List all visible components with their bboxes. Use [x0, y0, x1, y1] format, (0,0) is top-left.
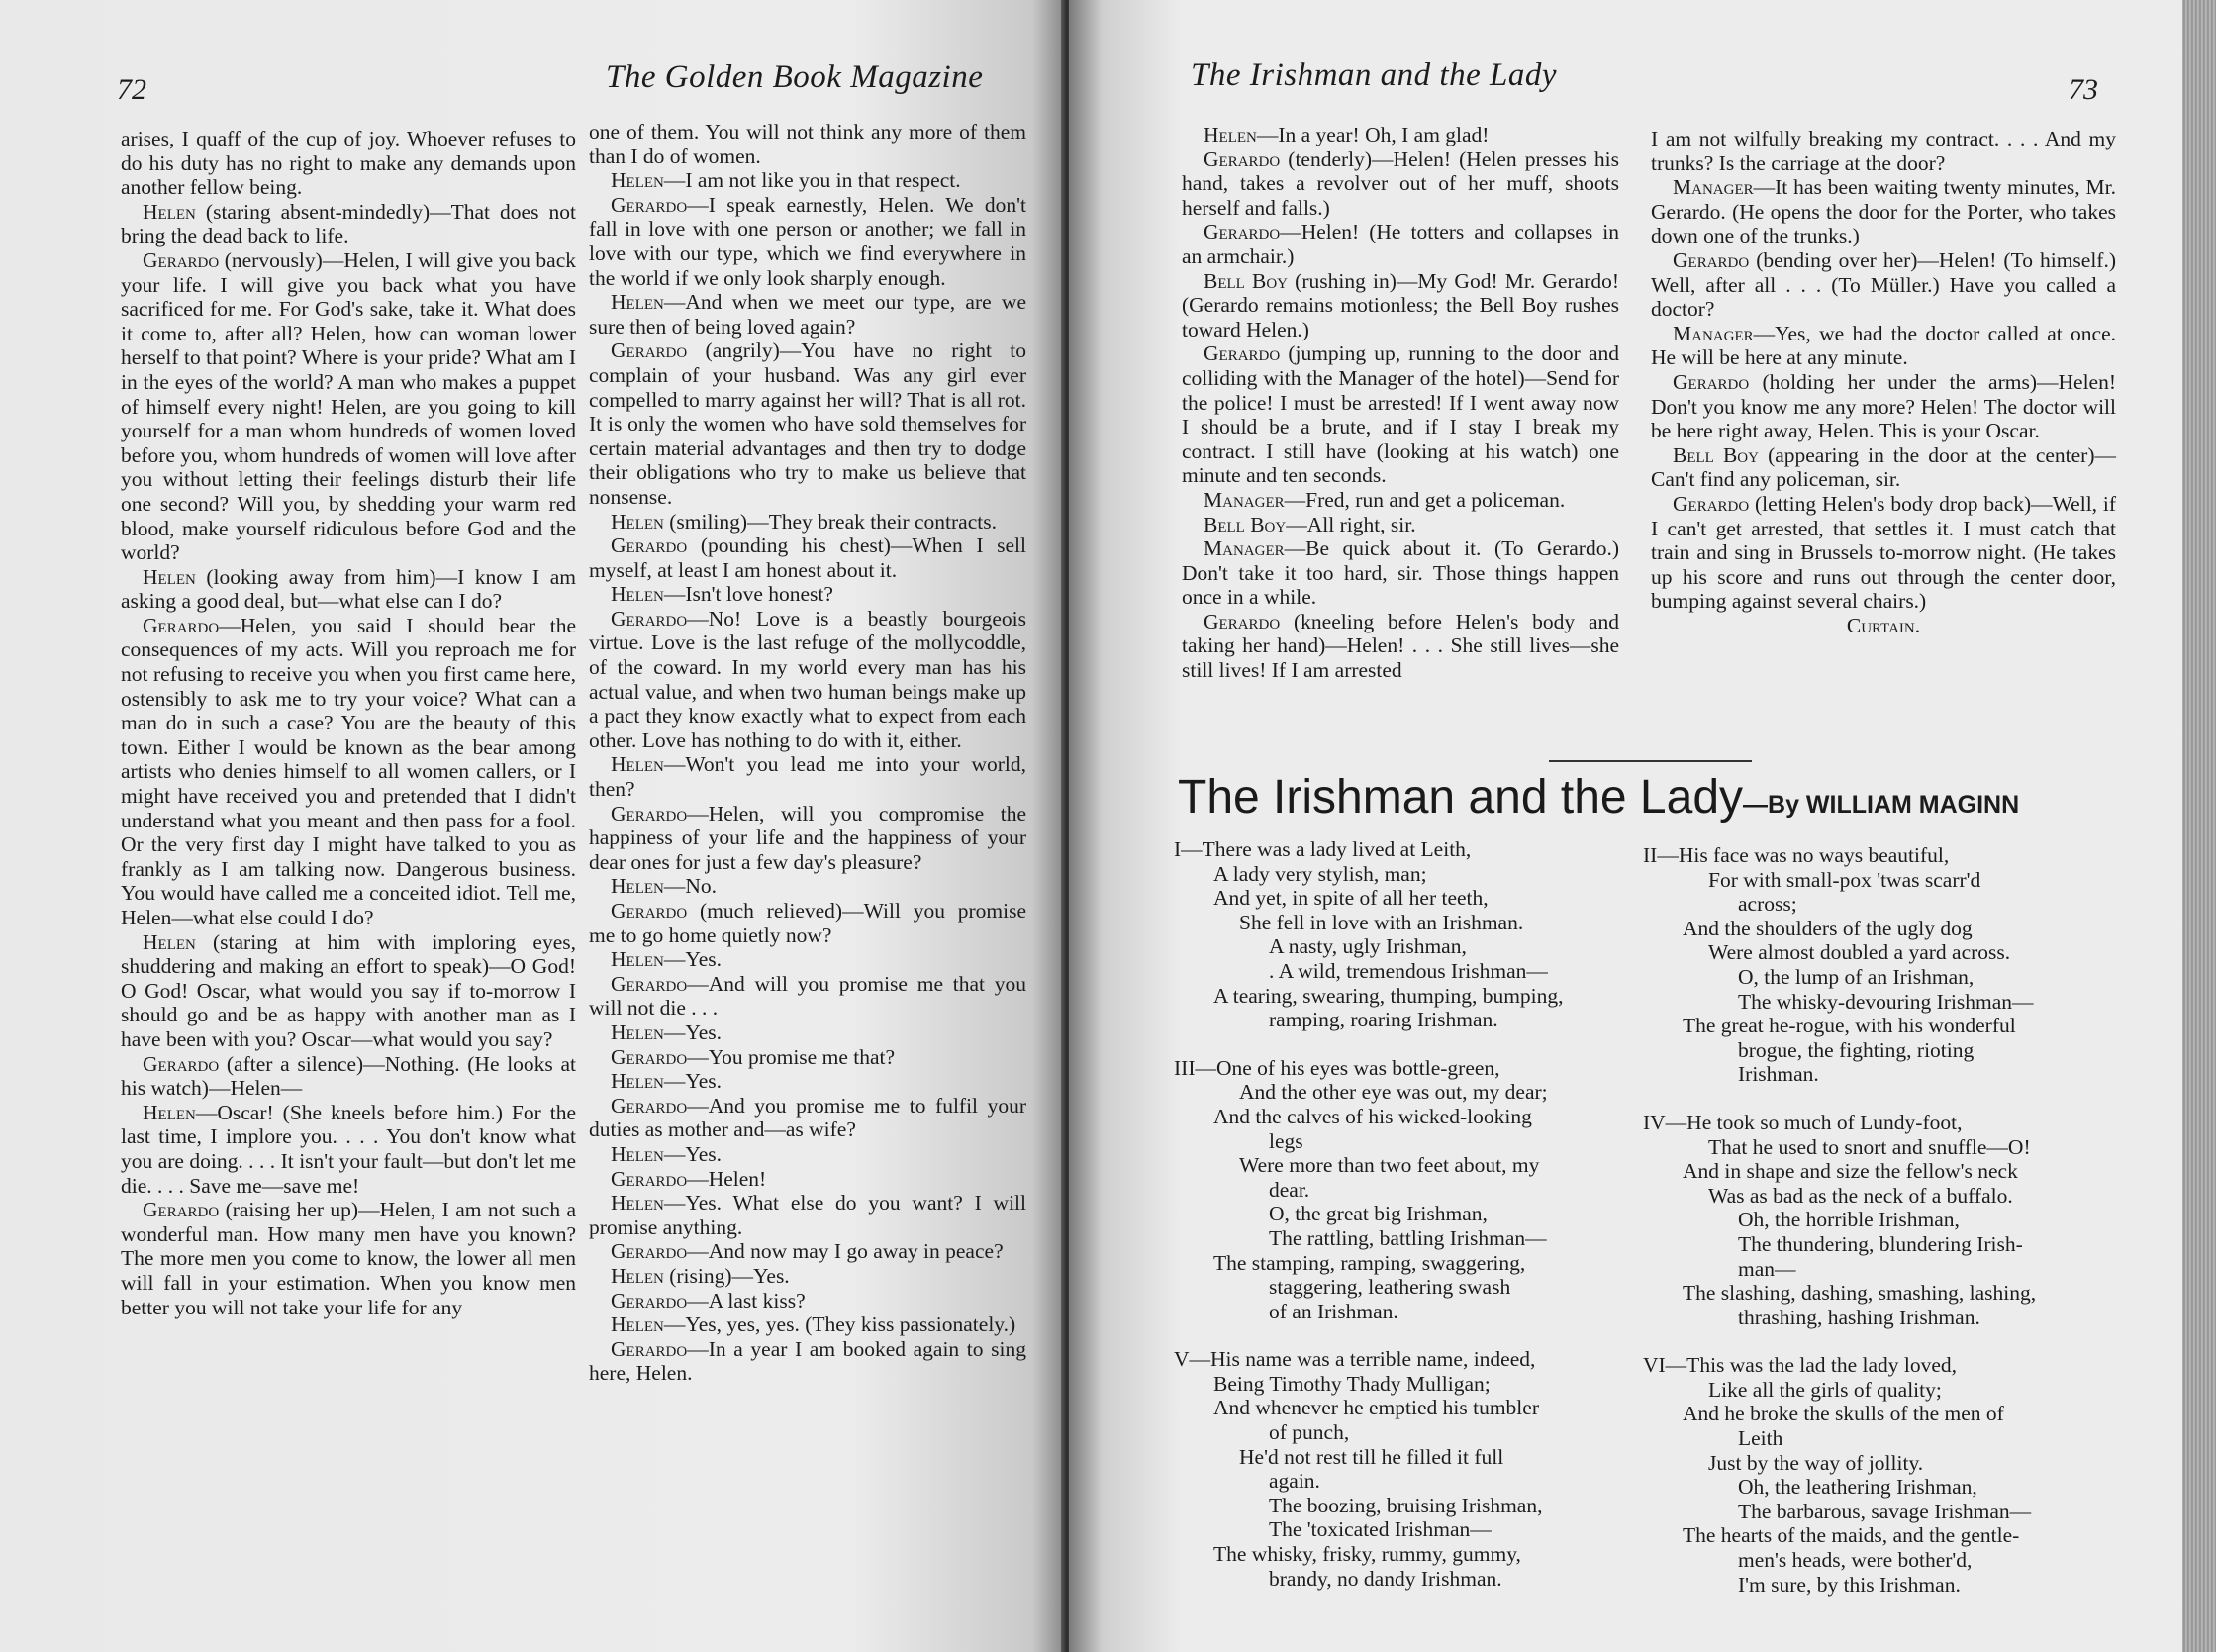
poem-stanza: [1174, 1056, 1629, 1324]
speaker-name: Helen: [611, 1069, 664, 1094]
speaker-name: Gerardo: [611, 534, 688, 558]
dialogue-text: (staring at him with imploring eyes, shuddering and making an effort to speak)—O God! O God! Oscar, what would you say if to-morrow I should go and be as happy with another man as I have been with you? Oscar—what would you say?: [121, 929, 576, 1051]
speaker-name: Gerardo: [1204, 220, 1281, 244]
dialogue-paragraph: [589, 752, 1026, 801]
dialogue-text: —Helen! (He totters and collapses in an armchair.): [1182, 220, 1619, 268]
dialogue-text: (rushing in)—My God! Mr. Gerardo! (Gerardo remains motionless; the Bell Boy rushes toward Helen.): [1182, 268, 1620, 341]
poem-line: Just by the way of jollity.: [1708, 1450, 1924, 1475]
dialogue-paragraph: [589, 168, 1026, 193]
poem-line: IV—He took so much of Lundy-foot,: [1643, 1110, 1963, 1134]
dialogue-paragraph: [589, 1167, 1026, 1192]
speaker-name: Helen: [611, 874, 664, 899]
dialogue-text: —Yes.: [663, 1020, 723, 1044]
article-byline: —By WILLIAM MAGINN: [1743, 791, 2020, 819]
speaker-name: Helen: [143, 1100, 196, 1124]
poem-line: She fell in love with an Irishman.: [1239, 910, 1524, 934]
dialogue-text: (letting Helen's body drop back)—Well, if I can't get arrested, that settles it. I must catch that train and sing in Brussels to-morrow night. (He takes up his score and runs out through the center door, bumping against several chairs.): [1651, 491, 2116, 614]
poem-line: Oh, the horrible Irishman,: [1738, 1208, 1960, 1232]
speaker-name: Gerardo: [611, 971, 688, 996]
poem-line: of punch,: [1269, 1420, 1350, 1445]
speaker-name: Gerardo: [1673, 247, 1750, 272]
poem-line: The thundering, blundering Irish-: [1738, 1231, 2023, 1256]
dialogue-paragraph: [589, 120, 1026, 168]
dialogue-paragraph: [589, 1045, 1026, 1070]
poem-line: Irishman.: [1738, 1062, 1819, 1087]
poem-line: The stamping, ramping, swaggering,: [1213, 1250, 1526, 1275]
dialogue-paragraph: [589, 947, 1026, 972]
dialogue-text: one of them. You will not think any more of them than I do of women.: [589, 120, 1026, 168]
article-title-text: The Irishman and the Lady: [1178, 771, 1744, 824]
dialogue-paragraph: [589, 1191, 1026, 1239]
poem-line: For with small-pox 'twas scarr'd: [1708, 867, 1981, 892]
poem-stanza: [1174, 1347, 1629, 1591]
dialogue-paragraph: [1182, 488, 1619, 513]
poem-line: The barbarous, savage Irishman—: [1738, 1499, 2032, 1523]
poem-line: Were almost doubled a yard across.: [1708, 940, 2011, 965]
poem-line: Leith: [1738, 1426, 1783, 1451]
dialogue-paragraph: [1651, 443, 2116, 492]
dialogue-text: —Fred, run and get a policeman.: [1284, 487, 1566, 512]
dialogue-text: (pounding his chest)—When I sell myself, at least I am honest about it.: [589, 534, 1026, 582]
dialogue-text: —It has been waiting twenty minutes, Mr. Gerardo. (He opens the door for the Porter, who takes down one of the trunks.): [1651, 175, 2116, 248]
dialogue-paragraph: [1651, 248, 2116, 322]
poem-line: A tearing, swearing, thumping, bumping,: [1213, 983, 1564, 1008]
poem-line: And whenever he emptied his tumbler: [1213, 1396, 1539, 1420]
speaker-name: Gerardo: [143, 1198, 220, 1222]
dialogue-text: —Yes. What else do you want? I will promise anything.: [589, 1191, 1026, 1239]
poem-line: legs: [1269, 1128, 1303, 1153]
poem-line: The hearts of the maids, and the gentle-: [1683, 1523, 2020, 1548]
dialogue-paragraph: [589, 582, 1026, 607]
text-column-left-2: [589, 120, 1026, 1386]
speaker-name: Gerardo: [611, 899, 688, 923]
dialogue-paragraph: [1182, 123, 1619, 147]
dialogue-paragraph: [589, 193, 1026, 290]
speaker-name: Helen: [611, 1312, 664, 1337]
poem-line: man—: [1738, 1256, 1796, 1281]
dialogue-paragraph: [589, 1312, 1026, 1337]
dialogue-paragraph: [1182, 147, 1619, 221]
dialogue-text: —Yes, yes, yes. (They kiss passionately.): [663, 1312, 1016, 1337]
dialogue-text: —I speak earnestly, Helen. We don't fall in love with one person or another; we fall in love with our type, which we find everywhere in the world if we only look sharply enough.: [589, 192, 1026, 290]
dialogue-paragraph: [121, 1198, 576, 1319]
poem-stanza: [1643, 843, 2098, 1087]
dialogue-paragraph: [1651, 175, 2116, 248]
poem-line: And yet, in spite of all her teeth,: [1213, 886, 1489, 911]
page-edges: [2182, 0, 2216, 1652]
dialogue-text: (appearing in the door at the center)—Can't find any policeman, sir.: [1651, 442, 2116, 492]
poem-column-left: [1174, 837, 1629, 1614]
poem-line: Being Timothy Thady Mulligan;: [1213, 1371, 1491, 1396]
dialogue-text: —You promise me that?: [687, 1044, 896, 1069]
poem-line: brandy, no dandy Irishman.: [1269, 1566, 1502, 1591]
dialogue-text: —And now may I go away in peace?: [687, 1239, 1004, 1264]
dialogue-paragraph: [589, 899, 1026, 947]
speaker-name: Helen: [611, 290, 664, 315]
poem-line: III—One of his eyes was bottle-green,: [1174, 1055, 1500, 1080]
dialogue-paragraph: [589, 1069, 1026, 1094]
dialogue-paragraph: [121, 200, 576, 248]
poem-line: And the shoulders of the ugly dog: [1683, 916, 1973, 940]
dialogue-text: arises, I quaff of the cup of joy. Whoever refuses to do his duty has no right to make any demands upon another fellow being.: [121, 127, 576, 200]
dialogue-paragraph: [1182, 610, 1619, 683]
speaker-name: Bell Boy: [1673, 442, 1759, 467]
poem-line: brogue, the fighting, rioting: [1738, 1037, 1975, 1062]
dialogue-text: —Yes.: [663, 1069, 723, 1094]
dialogue-text: (much relieved)—Will you promise me to go home quietly now?: [589, 899, 1026, 947]
speaker-name: Helen: [1204, 123, 1257, 146]
speaker-name: Gerardo: [611, 606, 688, 631]
dialogue-paragraph: [589, 972, 1026, 1020]
dialogue-paragraph: [1182, 220, 1619, 268]
poem-line: Like all the girls of quality;: [1708, 1377, 1942, 1402]
running-head: The Golden Book Magazine: [606, 59, 984, 95]
dialogue-text: —Yes.: [663, 1141, 723, 1166]
speaker-name: Helen: [611, 1020, 664, 1044]
speaker-name: Helen: [611, 947, 664, 972]
dialogue-text: (after a silence)—Nothing. (He looks at his watch)—Helen—: [121, 1051, 576, 1101]
page-number: 73: [2069, 73, 2098, 106]
speaker-name: Gerardo: [1204, 146, 1281, 171]
poem-line: V—His name was a terrible name, indeed,: [1174, 1347, 1536, 1372]
dialogue-paragraph: [121, 930, 576, 1052]
poem-line: The 'toxicated Irishman—: [1269, 1517, 1492, 1542]
dialogue-text: —Be quick about it. (To Gerardo.) Don't take it too hard, sir. Those things happen once in a while.: [1182, 536, 1619, 610]
speaker-name: Gerardo: [1673, 491, 1750, 516]
poem-line: O, the great big Irishman,: [1269, 1202, 1488, 1226]
page-number: 72: [117, 73, 146, 106]
dialogue-paragraph: [121, 1101, 576, 1198]
dialogue-text: —And will you promise me that you will not die . . .: [589, 971, 1026, 1020]
poem-line: The whisky, frisky, rummy, gummy,: [1213, 1542, 1521, 1567]
dialogue-paragraph: [589, 339, 1026, 509]
speaker-name: Helen: [611, 168, 664, 193]
dialogue-paragraph: [589, 1289, 1026, 1313]
dialogue-text: (tenderly)—Helen! (Helen presses his hand, takes a revolver out of her muff, shoots herself and falls.): [1182, 146, 1619, 220]
speaker-name: Gerardo: [611, 192, 688, 217]
dialogue-paragraph: [1651, 127, 2116, 175]
text-column-right-2: [1651, 127, 2116, 637]
poem-column-right: [1643, 843, 2098, 1620]
article-title: [1178, 770, 2019, 825]
speaker-name: Gerardo: [611, 1093, 688, 1118]
dialogue-text: (holding her under the arms)—Helen! Don't you know me any more? Helen! The doctor will be here right away, Helen. This is your Oscar.: [1651, 369, 2116, 443]
poem-line: across;: [1738, 892, 1797, 917]
dialogue-paragraph: [589, 1142, 1026, 1167]
dialogue-text: —Helen, you said I should bear the consequences of my acts. Will you reproach me for not refusing to receive you when you first came here, ostensibly to ask me to try your voice? What can a man do in such a case? You are the beauty of this town. Either I would be known as the bear among artists who denies himself to all women callers, or I might have received you and pretended that I didn't understand what you meant and then pass for a fool. Or the very first day I might have talked to you as frankly as I am talking now. Dangerous business. You would have called me a conceited idiot. Tell me, Helen—what else could I do?: [121, 613, 576, 929]
text-column-left-1: [121, 127, 576, 1319]
dialogue-text: —Yes, we had the doctor called at once. He will be here at any minute.: [1651, 321, 2116, 370]
dialogue-text: (angrily)—You have no right to complain of your husband. Was any girl ever compelled to marry against her will? That is all rot. It is only the women who have sold themselves for certain material advantages and then try to dodge their obligations who try to make us believe that nonsense.: [589, 339, 1026, 509]
speaker-name: Gerardo: [143, 1051, 220, 1076]
poem-line: Was as bad as the neck of a buffalo.: [1708, 1183, 2013, 1208]
poem-line: dear.: [1269, 1177, 1310, 1202]
poem-line: A nasty, ugly Irishman,: [1269, 934, 1467, 959]
dialogue-paragraph: [589, 874, 1026, 899]
poem-line: And he broke the skulls of the men of: [1683, 1402, 2004, 1426]
dialogue-text: —And when we meet our type, are we sure then of being loved again?: [589, 290, 1026, 339]
curtain-line: Curtain.: [1846, 613, 1921, 637]
poem-line: I'm sure, by this Irishman.: [1738, 1572, 1961, 1597]
dialogue-text: —Yes.: [663, 947, 723, 972]
poem-line: II—His face was no ways beautiful,: [1643, 843, 1950, 867]
poem-stanza: [1174, 837, 1629, 1032]
speaker-name: Gerardo: [143, 247, 220, 272]
running-head: The Irishman and the Lady: [1191, 57, 1557, 93]
speaker-name: Gerardo: [611, 1239, 688, 1264]
dialogue-text: —No.: [663, 874, 718, 899]
dialogue-text: —In a year! Oh, I am glad!: [1256, 123, 1490, 146]
poem-line: And the other eye was out, my dear;: [1239, 1080, 1548, 1105]
poem-line: The boozing, bruising Irishman,: [1269, 1493, 1543, 1517]
dialogue-paragraph: [121, 614, 576, 930]
poem-line: The whisky-devouring Irishman—: [1738, 989, 2034, 1014]
speaker-name: Helen: [611, 1263, 664, 1288]
speaker-name: Bell Boy: [1204, 512, 1287, 536]
dialogue-paragraph: [121, 565, 576, 614]
dialogue-text: —Isn't love honest?: [663, 582, 833, 607]
poem-line: again.: [1269, 1469, 1320, 1494]
dialogue-text: —Oscar! (She kneels before him.) For the last time, I implore you. . . . You don't know what you are doing. . . . It isn't your fault—but don't let me die. . . . Save me—save me!: [121, 1100, 576, 1198]
dialogue-text: (smiling)—They break their contracts.: [663, 509, 997, 534]
speaker-name: Manager: [1204, 536, 1285, 561]
dialogue-paragraph: [1182, 269, 1619, 342]
dialogue-text: (kneeling before Helen's body and taking her hand)—Helen! . . . She still lives—she still lives! If I am arrested: [1182, 609, 1619, 683]
dialogue-text: —Won't you lead me into your world, then?: [589, 752, 1026, 802]
poem-line: O, the lump of an Irishman,: [1738, 964, 1975, 989]
speaker-name: Helen: [143, 929, 196, 954]
dialogue-paragraph: [1182, 513, 1619, 537]
poem-line: men's heads, were bother'd,: [1738, 1548, 1973, 1573]
speaker-name: Gerardo: [1204, 341, 1281, 366]
dialogue-text: (jumping up, running to the door and colliding with the Manager of the hotel)—Send for the police! I must be arrested! If I went away now I should be a brute, and if I stay I break my contract. I still have (looking at his watch) one minute and ten seconds.: [1182, 341, 1619, 488]
dialogue-paragraph: [1182, 536, 1619, 610]
poem-line: That he used to snort and snuffle—O!: [1708, 1134, 2031, 1159]
dialogue-text: —All right, sir.: [1286, 512, 1416, 536]
text-column-right-1: [1182, 123, 1619, 683]
poem-line: Oh, the leathering Irishman,: [1738, 1475, 1977, 1500]
dialogue-paragraph: [589, 607, 1026, 753]
poem-line: A lady very stylish, man;: [1213, 861, 1427, 886]
dialogue-text: I am not wilfully breaking my contract. . . . And my trunks? Is the carriage at the door?: [1651, 127, 2116, 175]
dialogue-text: —In a year I am booked again to sing here, Helen.: [589, 1336, 1026, 1386]
speaker-name: Gerardo: [611, 1336, 688, 1361]
speaker-name: Helen: [611, 582, 664, 607]
dialogue-paragraph: [589, 290, 1026, 339]
dialogue-paragraph: [589, 802, 1026, 875]
dialogue-paragraph: [589, 510, 1026, 534]
poem-line: Were more than two feet about, my: [1239, 1153, 1540, 1178]
poem-line: VI—This was the lad the lady loved,: [1643, 1353, 1958, 1378]
poem-stanza: [1643, 1111, 2098, 1329]
poem-line: . A wild, tremendous Irishman—: [1269, 958, 1548, 983]
dialogue-paragraph: [1182, 341, 1619, 488]
dialogue-paragraph: [589, 534, 1026, 582]
poem-line: The great he-rogue, with his wonderful: [1683, 1014, 2016, 1038]
speaker-name: Gerardo: [143, 613, 220, 637]
speaker-name: Helen: [611, 1191, 664, 1215]
dialogue-paragraph: [589, 1094, 1026, 1142]
poem-line: I—There was a lady lived at Leith,: [1174, 837, 1472, 861]
dialogue-paragraph: [1651, 322, 2116, 370]
dialogue-text: (staring absent-mindedly)—That does not bring the dead back to life.: [121, 199, 576, 248]
speaker-name: Gerardo: [611, 1166, 688, 1191]
left-page: [0, 0, 1064, 1652]
dialogue-text: (rising)—Yes.: [663, 1263, 790, 1288]
dialogue-text: —I am not like you in that respect.: [663, 168, 961, 193]
dialogue-paragraph: [1651, 492, 2116, 614]
dialogue-paragraph: [589, 1239, 1026, 1264]
speaker-name: Bell Boy: [1204, 268, 1289, 293]
divider-rule: [1549, 760, 1752, 762]
speaker-name: Helen: [143, 199, 196, 224]
speaker-name: Manager: [1673, 175, 1754, 200]
poem-line: The slashing, dashing, smashing, lashing,: [1683, 1281, 2037, 1306]
poem-line: He'd not rest till he filled it full: [1239, 1444, 1504, 1469]
speaker-name: Helen: [611, 752, 664, 777]
poem-line: And the calves of his wicked-looking: [1213, 1104, 1532, 1128]
dialogue-text: —Helen, will you compromise the happiness of your life and the happiness of your dear ones for just a few day's pleasure?: [589, 801, 1026, 874]
dialogue-text: (raising her up)—Helen, I am not such a wonderful man. How many men have you known? The more men you come to know, the lower all men will fall in your estimation. When you know men better you will not take your life for any: [121, 1198, 576, 1319]
speaker-name: Manager: [1673, 321, 1754, 345]
speaker-name: Gerardo: [1204, 609, 1281, 633]
dialogue-text: —And you promise me to fulfil your duties as mother and—as wife?: [589, 1093, 1026, 1142]
speaker-name: Gerardo: [611, 1288, 688, 1312]
poem-line: ramping, roaring Irishman.: [1269, 1008, 1498, 1032]
poem-line: of an Irishman.: [1269, 1299, 1398, 1323]
poem-line: staggering, leathering swash: [1269, 1275, 1511, 1300]
dialogue-text: (looking away from him)—I know I am asking a good deal, but—what else can I do?: [121, 564, 576, 614]
poem-line: The rattling, battling Irishman—: [1269, 1225, 1547, 1250]
dialogue-text: —Helen!: [687, 1166, 767, 1191]
speaker-name: Helen: [143, 564, 196, 589]
dialogue-text: (bending over her)—Helen! (To himself.) Well, after all . . . (To Müller.) Have you called a doctor?: [1651, 247, 2116, 322]
dialogue-paragraph: [589, 1020, 1026, 1045]
poem-stanza: [1643, 1353, 2098, 1597]
poem-line: thrashing, hashing Irishman.: [1738, 1305, 1980, 1329]
dialogue-paragraph: [121, 127, 576, 200]
speaker-name: Gerardo: [611, 801, 688, 826]
dialogue-text: —No! Love is a beastly bourgeois virtue. Love is the last refuge of the mollycoddle, of the coward. In my world every man has his actual value, and when two human beings make up a pact they know exactly what to expect from each other. Love has nothing to do with it, either.: [589, 606, 1026, 752]
speaker-name: Gerardo: [611, 1044, 688, 1069]
dialogue-text: (nervously)—Helen, I will give you back your life. I will give you back what you have sacrificed for me. For God's sake, take it. What does it come to, after all? Helen, how can woman lower herself to that point? Where is your pride? What am I in the eyes of the world? A man who makes a puppet of himself every night! Helen, are you going to kill yourself for a man whom hundreds of women loved before you, whom hundreds of women will love after you without letting their feelings disturb their life one second? Will you, by shedding your warm red blood, make yourself ridiculous before God and the world?: [121, 247, 576, 565]
dialogue-text: —A last kiss?: [687, 1288, 806, 1312]
dialogue-paragraph: [1651, 370, 2116, 443]
dialogue-paragraph: [121, 248, 576, 565]
speaker-name: Manager: [1204, 487, 1285, 512]
poem-line: And in shape and size the fellow's neck: [1683, 1159, 2018, 1184]
speaker-name: Gerardo: [611, 339, 688, 363]
dialogue-paragraph: [121, 1052, 576, 1101]
dialogue-paragraph: [589, 1337, 1026, 1386]
speaker-name: Helen: [611, 1141, 664, 1166]
speaker-name: Gerardo: [1673, 369, 1750, 394]
speaker-name: Helen: [611, 509, 664, 534]
dialogue-paragraph: [589, 1264, 1026, 1289]
